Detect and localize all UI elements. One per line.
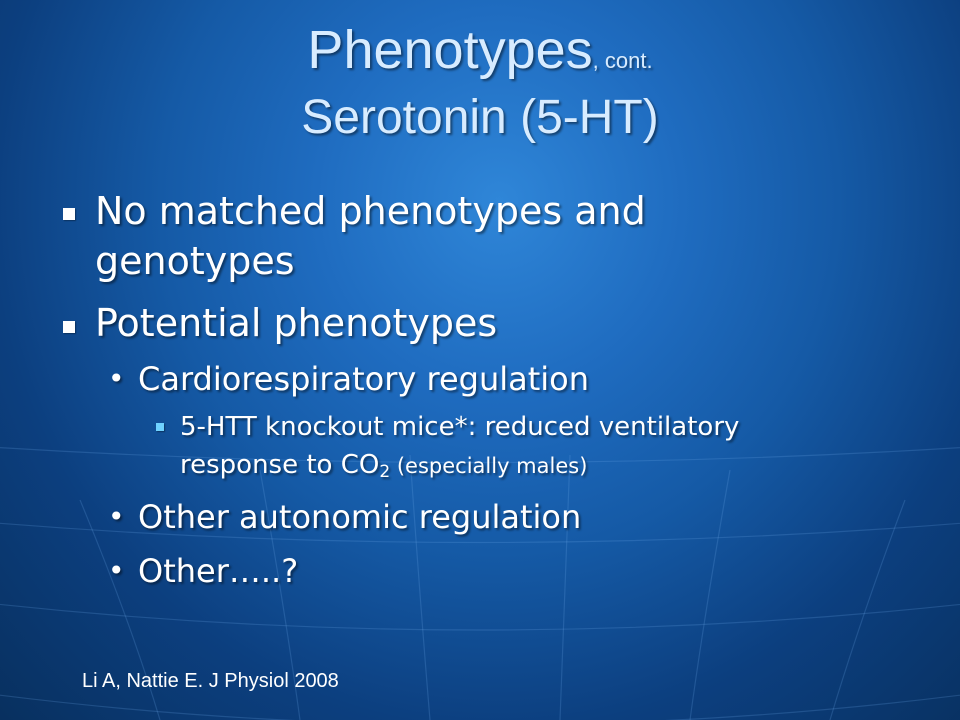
detail-line-2-prefix: response to CO	[180, 450, 380, 480]
detail-line-2-subscript: 2	[379, 462, 391, 482]
citation: Li A, Nattie E. J Physiol 2008	[82, 670, 339, 692]
square-bullet-icon	[63, 321, 75, 333]
square-bullet-icon	[63, 208, 75, 220]
small-square-bullet-icon	[156, 423, 164, 431]
bullet-1-line-1: No matched phenotypes and	[95, 189, 646, 233]
title-subtitle: Serotonin (5-HT)	[301, 91, 659, 144]
detail-line-2	[180, 447, 587, 490]
sub-bullet-1: Cardiorespiratory regulation	[138, 360, 590, 398]
dot-bullet-icon: •	[108, 500, 125, 533]
title-suffix: , cont.	[592, 48, 653, 73]
title-main: Phenotypes	[307, 20, 593, 80]
bullet-2: Potential phenotypes	[95, 301, 498, 345]
detail-line-2-suffix: (especially males)	[390, 454, 588, 478]
bullet-1-line-2: genotypes	[95, 239, 295, 283]
slide-title	[0, 18, 960, 148]
detail-line-1: 5-HTT knockout mice*: reduced ventilatory	[180, 412, 740, 442]
dot-bullet-icon: •	[108, 362, 125, 395]
sub-bullet-3: Other…..?	[138, 552, 299, 590]
sub-bullet-2: Other autonomic regulation	[138, 498, 582, 536]
dot-bullet-icon: •	[108, 554, 125, 587]
